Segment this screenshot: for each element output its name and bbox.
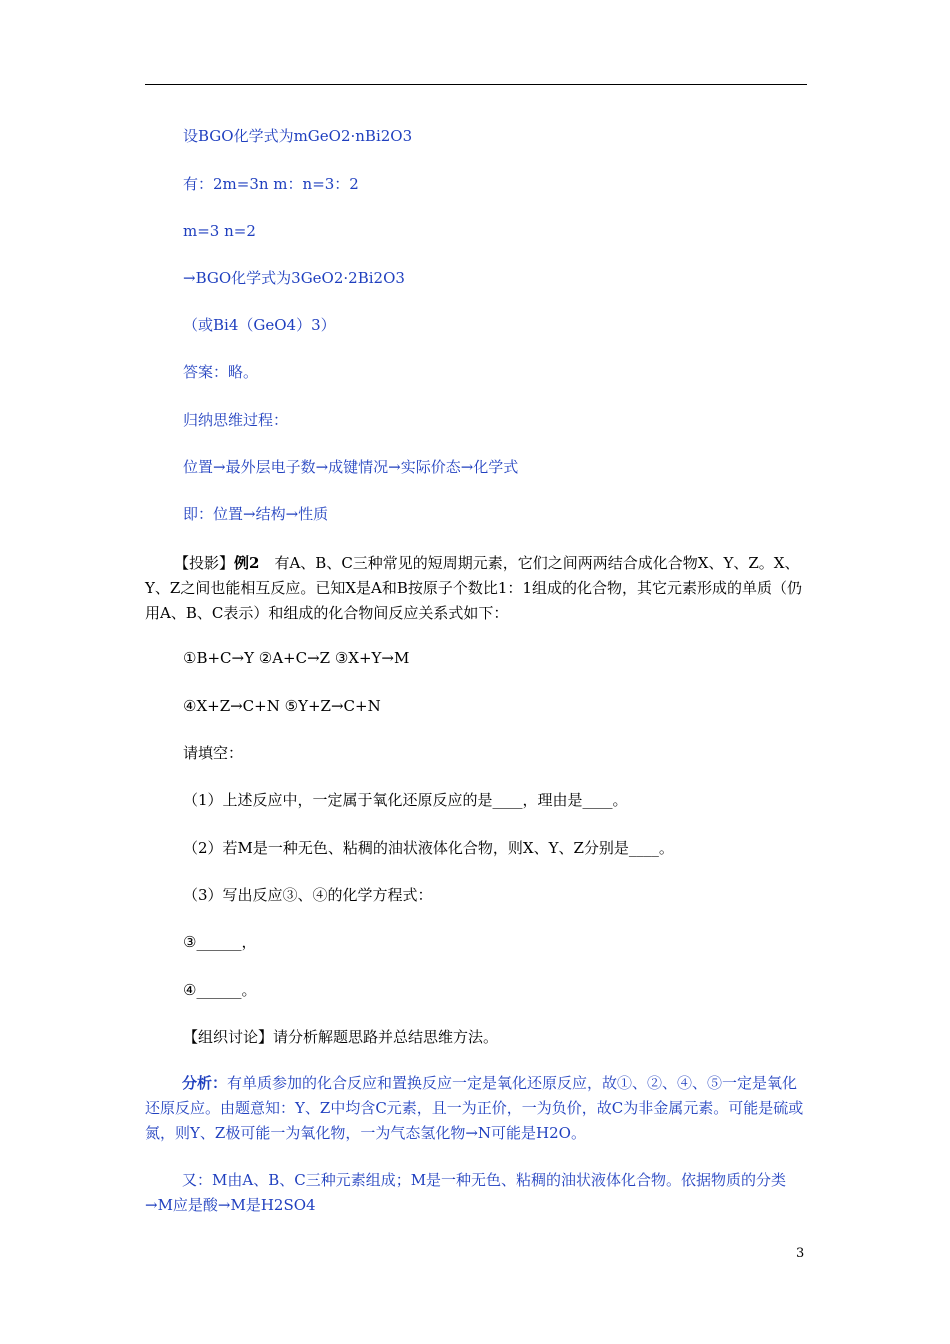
page-number: 3 bbox=[796, 1246, 805, 1261]
example-label: 例2 bbox=[234, 554, 260, 572]
example-paragraph bbox=[145, 551, 807, 626]
question-3: （3）写出反应③、④的化学方程式： bbox=[183, 886, 433, 904]
summary-title: 归纳思维过程： bbox=[183, 411, 289, 429]
solution-line: m=3 n=2 bbox=[183, 222, 256, 240]
reaction-row-2: ④X+Z→C+N ⑤Y+Z→C+N bbox=[183, 697, 381, 715]
formula-result: →BGO化学式为3GeO2·2Bi2O3 bbox=[183, 269, 405, 287]
header-rule bbox=[145, 84, 807, 85]
reasoning-chain-short: 即：位置→结构→性质 bbox=[183, 505, 329, 523]
reasoning-chain: 位置→最外层电子数→成键情况→实际价态→化学式 bbox=[183, 458, 519, 476]
alt-formula: （或Bi4（GeO4）3） bbox=[183, 316, 336, 334]
formula-intro: 设BGO化学式为mGeO2·nBi2O3 bbox=[183, 127, 413, 145]
reaction-row-1: ①B+C→Y ②A+C→Z ③X+Y→M bbox=[183, 649, 410, 667]
equation-line: 有：2m=3n m：n=3：2 bbox=[183, 175, 359, 193]
answer-line: 答案：略。 bbox=[183, 363, 259, 381]
question-2: （2）若M是一种无色、粘稠的油状液体化合物，则X、Y、Z分别是____。 bbox=[183, 839, 674, 857]
example-tag: 【投影】 bbox=[174, 554, 235, 572]
analysis-paragraph bbox=[145, 1071, 807, 1146]
fill-prompt: 请填空： bbox=[183, 744, 244, 762]
analysis-more: 又：M由A、B、C三种元素组成；M是一种无色、粘稠的油状液体化合物。依据物质的分类→M应是酸→M是H2SO4 bbox=[145, 1171, 787, 1214]
discussion-tag: 【组织讨论】 bbox=[183, 1028, 274, 1046]
analysis-label: 分析： bbox=[182, 1074, 228, 1092]
discussion-text: 请分析解题思路并总结思维方法。 bbox=[273, 1028, 499, 1046]
example-text: 有A、B、C三种常见的短周期元素，它们之间两两结合成化合物X、Y、Z。X、Y、Z之间也能相互反应。已知X是A和B按原子个数比1：1组成的化合物，其它元素形成的单质（仍用A、B、C表示）和组成的化合物间反应关系式如下： bbox=[145, 554, 802, 622]
analysis-text: 有单质参加的化合反应和置换反应一定是氧化还原反应，故①、②、④、⑤一定是氧化还原反应。由题意知：Y、Z中均含C元素，且一为正价，一为负价，故C为非金属元素。可能是硫或氮，则Y、Z极可能一为氧化物，一为气态氢化物→N可能是H2O。 bbox=[145, 1074, 804, 1142]
answer-blank-4: ④______。 bbox=[183, 981, 257, 999]
question-1: （1）上述反应中，一定属于氧化还原反应的是____，理由是____。 bbox=[183, 791, 628, 809]
discussion-line bbox=[183, 1026, 498, 1048]
answer-blank-3: ③______， bbox=[183, 933, 257, 951]
